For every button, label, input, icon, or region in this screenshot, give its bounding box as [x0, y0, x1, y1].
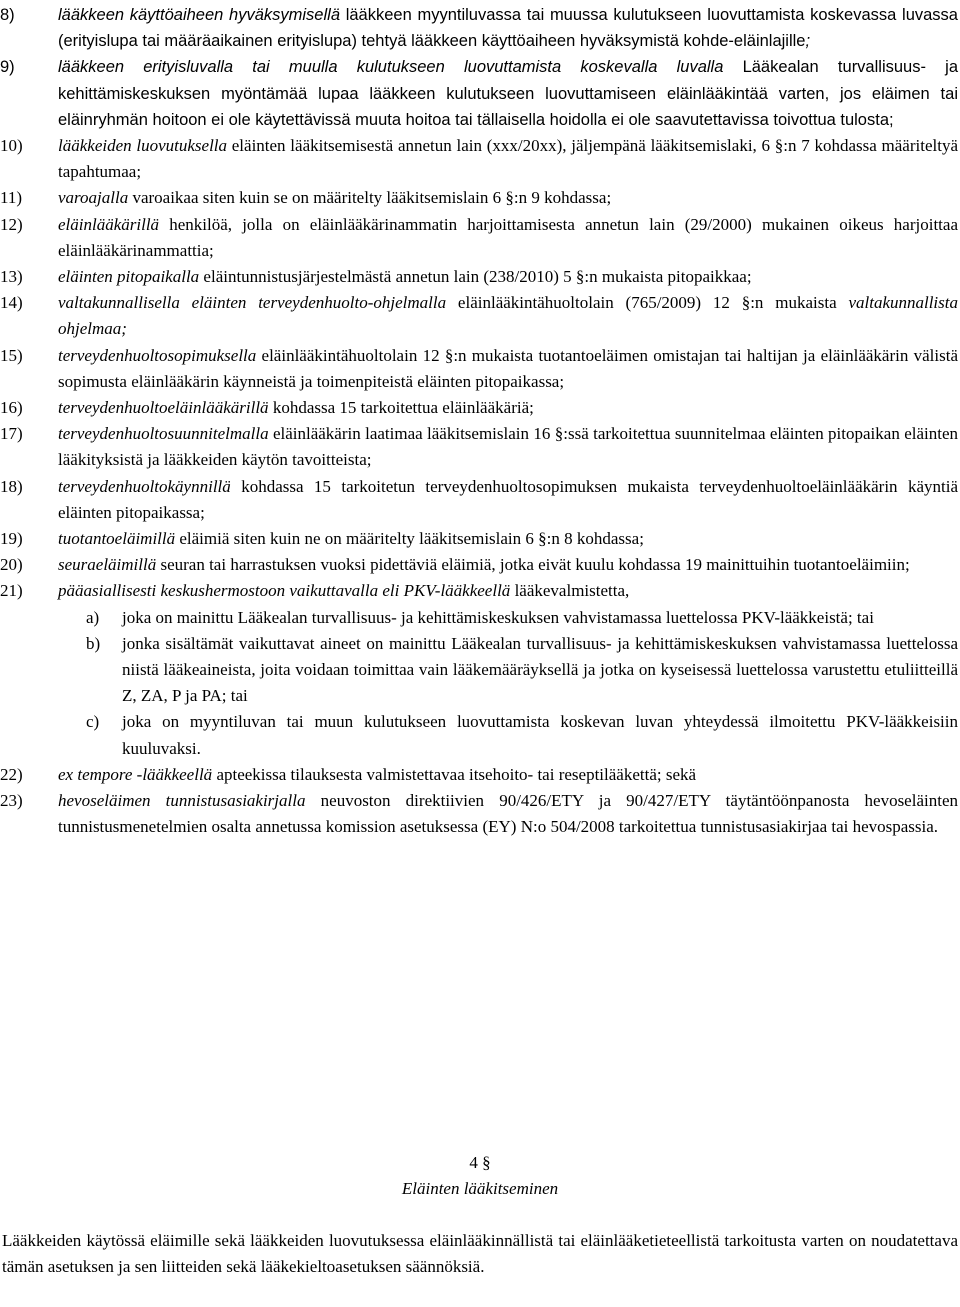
definition-item-12: [0, 212, 958, 264]
definition-text: kohdassa 15 tarkoitetun terveydenhuoltosopimuksen mukaista terveydenhuoltoeläinlääkärin käyntiä eläinten pitopaikassa;: [58, 476, 958, 522]
definition-text: eläintunnistusjärjestelmästä annetun lain (238/2010) 5 §:n mukaista pitopaikkaa;: [199, 267, 752, 287]
defined-term: valtakunnallisella eläinten terveydenhuolto-ohjelmalla: [58, 293, 447, 313]
definition-punctuation: ;: [805, 32, 811, 51]
definition-text: henkilöä, jolla on eläinlääkärinammatin harjoittamisesta annetun lain (29/2000) mukainen oikeus harjoittaa eläinlääkärinammattia;: [58, 214, 958, 260]
item-number: 21): [0, 581, 23, 601]
definition-item-10: [0, 133, 958, 185]
defined-term: varoajalla: [58, 188, 129, 208]
definition-text: eläinlääkintähuoltolain (765/2009) 12 §:n mukaista: [446, 293, 849, 313]
sub-item-letter: b): [86, 633, 101, 653]
defined-term: terveydenhuoltosopimuksella: [58, 345, 257, 365]
definition-item-17: [0, 421, 958, 473]
definition-item-16: [0, 395, 958, 421]
item-number: 16): [0, 398, 23, 418]
definition-text: seuran tai harrastuksen vuoksi pidettäviä eläimiä, jotka eivät kuulu kohdassa 19 mainittuihin tuotantoeläimiin;: [156, 555, 910, 575]
definition-item-13: [0, 264, 958, 290]
item-number: 23): [0, 791, 23, 811]
defined-term: eläinten pitopaikalla: [58, 267, 200, 287]
definition-item-11: [0, 185, 958, 211]
item-number: 14): [0, 293, 23, 313]
item-number: 15): [0, 345, 23, 365]
defined-term: terveydenhuoltosuunnitelmalla: [58, 424, 269, 444]
definition-item-22: [0, 762, 958, 788]
definition-text: varoaikaa siten kuin se on määritelty lääkitsemislain 6 §:n 9 kohdassa;: [128, 188, 612, 208]
pkv-sub-item-b: [0, 631, 958, 710]
sub-item-letter: a): [86, 607, 100, 627]
sub-item-text: joka on mainittu Lääkealan turvallisuus- ja kehittämiskeskuksen vahvistamassa luettelossa PKV-lääkkeistä; tai: [122, 607, 874, 627]
pkv-sub-item-c: [0, 709, 958, 761]
definition-text: apteekissa tilauksesta valmistettavaa itsehoito- tai reseptilääkettä; sekä: [212, 764, 697, 784]
definition-list: [0, 2, 958, 841]
sub-item-letter: c): [86, 712, 100, 732]
definition-text: eläinlääkintähuoltolain 12 §:n mukaista tuotantoeläimen omistajan tai haltijan ja eläinlääkärin välistä sopimusta eläinlääkärin käynneistä ja toimenpiteistä eläinten pitopaikassa;: [58, 345, 958, 391]
section-number: 4 §: [469, 1153, 491, 1172]
defined-term-tail: valtakunnallista ohjelmaa;: [58, 293, 958, 339]
definition-item-19: [0, 526, 958, 552]
item-number: 12): [0, 214, 23, 234]
definition-text: lääkevalmistetta,: [510, 581, 630, 601]
item-number: 20): [0, 555, 23, 575]
item-number: 8): [0, 6, 15, 24]
definition-text: neuvoston direktiivien 90/426/ETY ja 90/427/ETY täytäntöönpanosta hevoseläinten tunnistusmenetelmien osalta annetussa komission asetuksessa (EY) N:o 504/2008 tarkoitettua tunnistusasiakirjaa tai hevospassia.: [58, 791, 958, 837]
defined-term: terveydenhuoltokäynnillä: [58, 476, 231, 496]
section-title: Eläinten lääkitseminen: [401, 1179, 559, 1198]
item-number: 9): [0, 58, 15, 77]
section-heading: [0, 1150, 960, 1202]
definition-text: eläinten lääkitsemisestä annetun lain (xxx/20xx), jäljempänä lääkitsemislaki, 6 §:n 7 kohdassa määriteltyä tapahtumaa;: [58, 136, 958, 182]
definition-item-18: [0, 474, 958, 526]
item-number: 18): [0, 476, 23, 496]
defined-term: pääasiallisesti keskushermostoon vaikuttavalla eli PKV-lääkkeellä: [58, 581, 511, 601]
item-number: 17): [0, 424, 23, 444]
definition-item-9: [0, 54, 958, 133]
definition-text: Lääkealan turvallisuus- ja kehittämiskeskuksen myöntämää lupaa lääkkeen kulutukseen luovuttamiseen eläinlääkintää varten, jos eläimen tai eläinryhmän hoitoon ei ole käytettävissä muuta hoitoa tai tällaisella hoidolla ei ole saavutettavissa toivottua tulosta;: [58, 58, 958, 129]
sub-item-text: joka on myyntiluvan tai muun kulutukseen luovuttamista koskevan luvan yhteydessä ilmoitettu PKV-lääkkeisiin kuuluvaksi.: [122, 712, 958, 758]
sub-item-text: jonka sisältämät vaikuttavat aineet on mainittu Lääkealan turvallisuus- ja kehittämiskeskuksen vahvistamassa luettelossa niistä lääkeaineista, joita voidaan toimittaa vain lääkemääräyksellä ja jotka on kyseisessä luettelossa varustettu etuliitteillä Z, ZA, P ja PA; tai: [122, 633, 958, 706]
definition-item-23: [0, 788, 958, 840]
definition-text: lääkkeen myyntiluvassa tai muussa kulutukseen luovuttamista koskevassa luvassa (erityislupa tai määräaikainen erityislupa) tehtyä lääkkeen käyttöaiheen hyväksymistä kohde-eläinlajille: [58, 6, 958, 51]
definition-item-15: [0, 343, 958, 395]
item-number: 11): [0, 188, 23, 208]
definition-text: eläinlääkärin laatimaa lääkitsemislain 16 §:ssä tarkoitettua suunnitelmaa eläinten pitopaikan eläinten lääkityksistä ja lääkkeiden käytön tavoitteista;: [58, 424, 958, 470]
defined-term: lääkkeen käyttöaiheen hyväksymisellä: [58, 6, 340, 24]
definition-item-14: [0, 290, 958, 342]
item-number: 10): [0, 136, 23, 156]
defined-term: lääkkeen erityisluvalla tai muulla kulutukseen luovuttamista koskevalla luvalla: [58, 58, 724, 77]
defined-term: lääkkeiden luovutuksella: [58, 136, 228, 156]
definition-item-21: [0, 578, 958, 604]
section-paragraph: Lääkkeiden käytössä eläimille sekä lääkkeiden luovutuksessa eläinlääkinnällistä tai eläinlääketieteellistä tarkoitusta varten on noudatettava tämän asetuksen ja sen liitteiden sekä lääkekieltoasetuksen säännöksiä.: [2, 1231, 958, 1277]
definition-text: eläimiä siten kuin ne on määritelty lääkitsemislain 6 §:n 8 kohdassa;: [175, 529, 644, 549]
defined-term: eläinlääkärillä: [58, 214, 160, 234]
defined-term: hevoseläimen tunnistusasiakirjalla: [58, 791, 306, 811]
pkv-sub-item-a: [0, 605, 958, 631]
definition-text: kohdassa 15 tarkoitettua eläinlääkäriä;: [268, 398, 534, 418]
definition-item-8: [0, 2, 958, 54]
pkv-sub-list: [0, 605, 958, 762]
defined-term: seuraeläimillä: [58, 555, 157, 575]
defined-term: terveydenhuoltoeläinlääkärillä: [58, 398, 269, 418]
item-number: 19): [0, 529, 23, 549]
item-number: 13): [0, 267, 23, 287]
defined-term: tuotantoeläimillä: [58, 529, 176, 549]
defined-term: ex tempore -lääkkeellä: [58, 764, 213, 784]
definition-item-20: [0, 552, 958, 578]
item-number: 22): [0, 764, 23, 784]
